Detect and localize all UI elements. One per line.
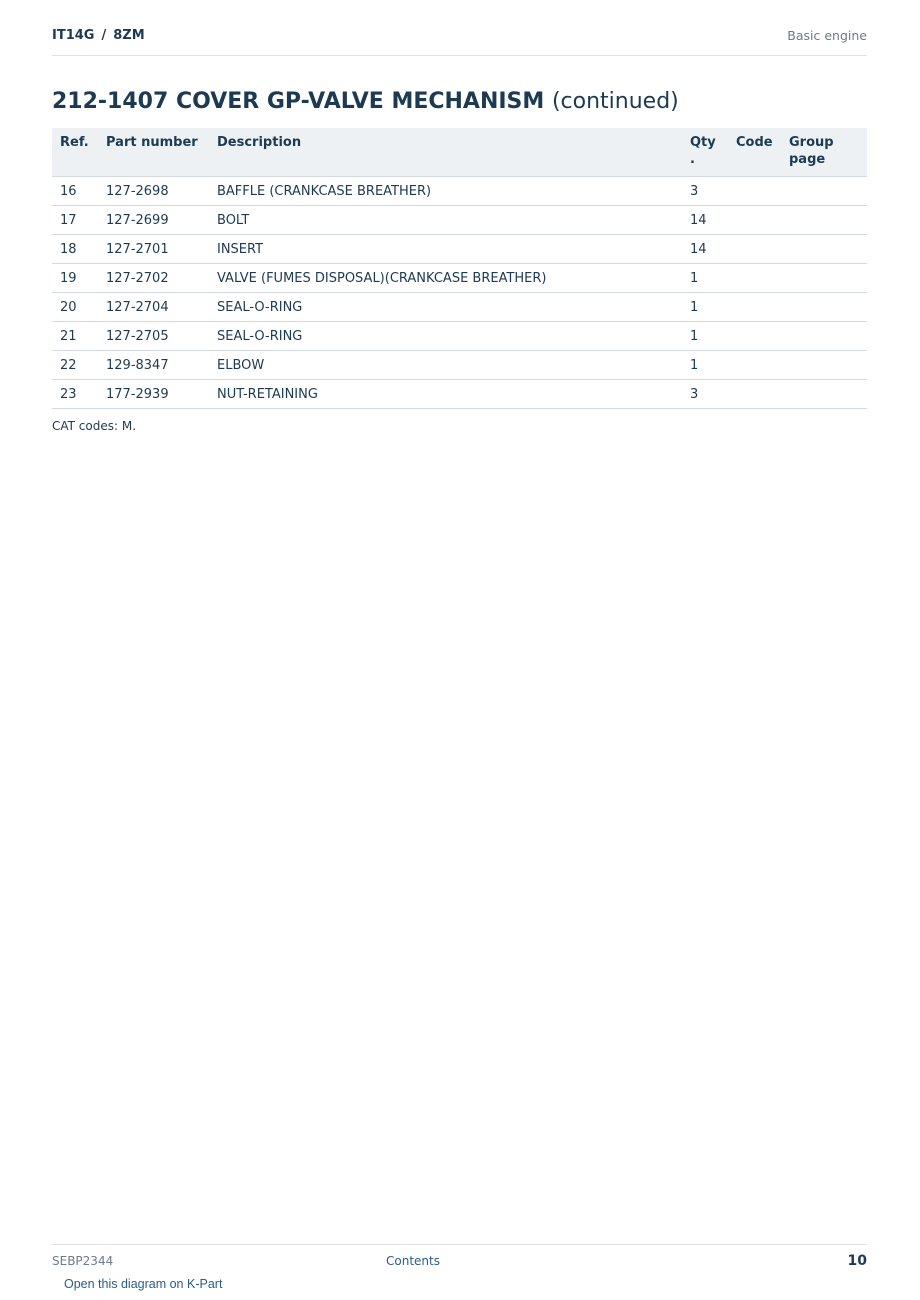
cell-qty: 1 — [682, 351, 728, 380]
cell-ref: 16 — [52, 177, 98, 206]
cell-group-page — [781, 264, 867, 293]
cell-code — [728, 293, 781, 322]
kpart-diagram-link[interactable]: Open this diagram on K-Part — [64, 1277, 223, 1291]
cell-part-number: 127-2704 — [98, 293, 209, 322]
cell-description: BAFFLE (CRANKCASE BREATHER) — [209, 177, 682, 206]
cell-qty: 1 — [682, 264, 728, 293]
cell-description: VALVE (FUMES DISPOSAL)(CRANKCASE BREATHER) — [209, 264, 682, 293]
cell-part-number: 127-2705 — [98, 322, 209, 351]
part-group-title: 212-1407 COVER GP-VALVE MECHANISM — [52, 89, 545, 114]
cell-description: NUT-RETAINING — [209, 380, 682, 409]
cell-qty: 14 — [682, 235, 728, 264]
cat-codes-note: CAT codes: M. — [52, 419, 137, 433]
model-serial — [52, 28, 145, 43]
cell-part-number: 127-2698 — [98, 177, 209, 206]
table-header-row — [52, 128, 867, 177]
cell-group-page — [781, 235, 867, 264]
cell-group-page — [781, 177, 867, 206]
column-header-description: Description — [209, 128, 682, 177]
cell-qty: 1 — [682, 322, 728, 351]
cell-qty: 3 — [682, 380, 728, 409]
cell-ref: 20 — [52, 293, 98, 322]
table-row — [52, 351, 867, 380]
cell-ref: 19 — [52, 264, 98, 293]
parts-table-body — [52, 177, 867, 409]
table-row — [52, 380, 867, 409]
table-row — [52, 264, 867, 293]
contents-link[interactable]: Contents — [386, 1254, 440, 1268]
model-separator: / — [101, 28, 107, 43]
cell-group-page — [781, 351, 867, 380]
column-header-part-number: Part number — [98, 128, 209, 177]
cell-part-number: 177-2939 — [98, 380, 209, 409]
parts-table — [52, 128, 867, 409]
cell-code — [728, 380, 781, 409]
cell-group-page — [781, 380, 867, 409]
cell-ref: 17 — [52, 206, 98, 235]
cell-description: BOLT — [209, 206, 682, 235]
cell-part-number: 127-2699 — [98, 206, 209, 235]
cell-ref: 18 — [52, 235, 98, 264]
cell-group-page — [781, 322, 867, 351]
cell-description: SEAL-O-RING — [209, 293, 682, 322]
cell-group-page — [781, 206, 867, 235]
cell-qty: 3 — [682, 177, 728, 206]
cell-ref: 22 — [52, 351, 98, 380]
cell-qty: 1 — [682, 293, 728, 322]
cell-description: INSERT — [209, 235, 682, 264]
column-header-ref: Ref. — [52, 128, 98, 177]
page-number: 10 — [847, 1253, 867, 1269]
cell-code — [728, 206, 781, 235]
column-header-code: Code — [728, 128, 781, 177]
column-header-qty: Qty . — [682, 128, 728, 177]
table-row — [52, 177, 867, 206]
cell-qty: 14 — [682, 206, 728, 235]
page-title — [52, 89, 679, 114]
table-row — [52, 235, 867, 264]
column-header-group-page: Group page — [781, 128, 867, 177]
cell-part-number: 127-2702 — [98, 264, 209, 293]
cell-part-number: 127-2701 — [98, 235, 209, 264]
title-continued: (continued) — [551, 89, 679, 114]
table-row — [52, 322, 867, 351]
cell-code — [728, 264, 781, 293]
table-row — [52, 206, 867, 235]
cell-group-page — [781, 293, 867, 322]
cell-code — [728, 235, 781, 264]
document-id: SEBP2344 — [52, 1254, 114, 1268]
cell-ref: 23 — [52, 380, 98, 409]
cell-code — [728, 177, 781, 206]
page-footer — [52, 1244, 867, 1268]
cell-code — [728, 351, 781, 380]
model-name: IT14G — [52, 28, 95, 43]
section-name: Basic engine — [787, 28, 867, 43]
table-row — [52, 293, 867, 322]
serial-prefix: 8ZM — [113, 28, 145, 43]
cell-description: SEAL-O-RING — [209, 322, 682, 351]
cell-code — [728, 322, 781, 351]
cell-ref: 21 — [52, 322, 98, 351]
cell-part-number: 129-8347 — [98, 351, 209, 380]
cell-description: ELBOW — [209, 351, 682, 380]
page-header — [52, 28, 867, 56]
